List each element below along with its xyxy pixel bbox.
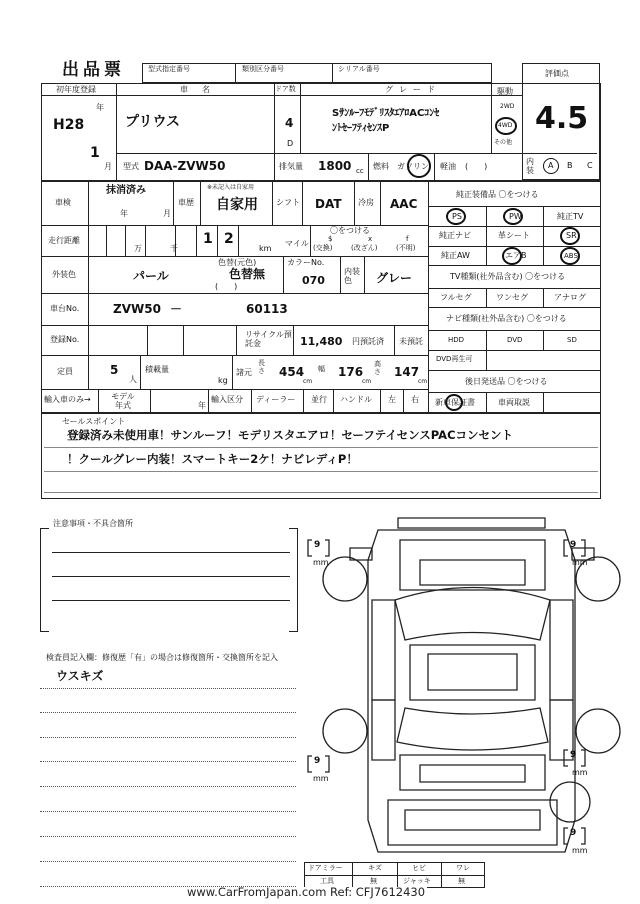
equip-aw: 純正AW [441, 251, 470, 260]
dims-label: 諸元 [236, 368, 252, 377]
equip-pw-circle [503, 208, 523, 225]
interior-grade-label: 内装 [526, 157, 534, 175]
legend-jack-value: 無 [458, 877, 465, 885]
grade-label: グレード [385, 85, 441, 94]
meter-x: x [368, 235, 373, 243]
meter-f-label: (不明) [396, 244, 416, 252]
equip-ps: PS [452, 212, 462, 221]
legend-door-mirror: ドアミラー [308, 864, 343, 872]
width-value: 176 [338, 365, 364, 379]
drive-2wd: 2WD [500, 103, 515, 110]
navi-dvd: DVD [507, 336, 523, 344]
drive-4wd: 4WD [498, 122, 513, 129]
drive-label: 駆動 [497, 87, 513, 96]
shaken-year-unit: 年 [120, 209, 128, 218]
tire-rl-depth: 9 [314, 756, 321, 766]
serial-label: シリアル番号 [338, 65, 380, 73]
mileage-sen-unit: 千 [170, 244, 178, 253]
drive-other: その他 [494, 139, 513, 146]
sales-points-line2: ！クールグレー内装！スマートキー2ケ！ナビレディP！ [67, 452, 358, 466]
first-reg-era: H28 [53, 117, 85, 133]
mileage-man-unit: 万 [134, 244, 142, 253]
score-label: 評価点 [545, 69, 569, 78]
length-value: 454 [279, 365, 305, 379]
doors-value: 4 [285, 116, 294, 130]
model-year-unit: 年 [198, 401, 206, 410]
navi-dvd-play: DVD再生可 [436, 355, 473, 363]
equip-navi: 純正ナビ [439, 231, 471, 240]
interior-color-label: 内装色 [344, 267, 360, 285]
car-name-label: 車名 [180, 85, 224, 94]
navi-sd: SD [567, 336, 577, 344]
grade-line1: SｻﾝﾙｰﾌﾓﾃﾞﾘｽﾀｴｱﾛACｺﾝｾ [332, 108, 440, 119]
later-header: 後日発送品 〇をつける [465, 377, 548, 386]
tire-spare-unit: mm [572, 846, 588, 855]
color-no-label: カラーNo. [287, 258, 325, 267]
drive-4wd-circle [495, 117, 517, 135]
tv-oneseg: ワンセグ [496, 293, 528, 302]
legend-jack: ジャッキ [403, 877, 431, 885]
import-class-label: 輸入区分 [211, 395, 243, 404]
navi-type-header: ナビ種類(社外品含む) 〇をつける [446, 314, 567, 323]
later-warranty-circle [445, 394, 463, 411]
equip-ps-circle [446, 208, 466, 225]
score-value: 4.5 [535, 101, 589, 136]
color-no-value: 070 [302, 274, 325, 287]
tire-fr-unit: mm [572, 558, 588, 567]
equip-airbag: エアB [505, 251, 527, 260]
tire-rl-unit: mm [313, 774, 329, 783]
first-reg-month: 1 [90, 145, 100, 161]
displacement-unit: cc [356, 167, 364, 175]
grade-line2: ﾝﾄｾｰﾌﾃｨｾﾝｽP [332, 123, 390, 134]
model-value: DAA-ZVW50 [144, 159, 226, 173]
handle-right: 右 [411, 395, 419, 404]
displacement-value: 1800 [318, 159, 352, 173]
load-label: 積載量 [145, 365, 169, 374]
caution-label: 注意事項・不具合箇所 [53, 519, 133, 528]
shift-label: シフト [276, 198, 300, 207]
interior-a: A [548, 161, 554, 170]
sheet-title: 出品票 [62, 60, 125, 80]
import-parallel: 並行 [311, 395, 327, 404]
tv-analog: アナログ [554, 293, 586, 302]
handle-label: ハンドル [340, 395, 372, 404]
color-value: パール [133, 269, 169, 283]
length-unit: cm [303, 378, 313, 385]
equip-airbag-circle [502, 247, 522, 265]
tire-spare-depth: 9 [570, 828, 577, 838]
tire-rr-depth: 9 [570, 750, 577, 760]
import-label: 輸入車のみ→ [44, 395, 91, 404]
tire-fl-unit: mm [313, 558, 329, 567]
equip-abs-circle [560, 247, 580, 265]
fuel-value: ガソリン [397, 162, 429, 171]
tire-fl-depth: 9 [314, 540, 321, 550]
chassis-prefix: ZVW50 [113, 302, 161, 316]
caution-bracket [40, 528, 298, 632]
sales-points-label: セールスポイント [62, 417, 126, 426]
first-reg-year-unit: 年 [96, 103, 104, 112]
mile-label: マイル [285, 239, 309, 248]
legend-tools-value: 無 [370, 877, 377, 885]
height-unit: cm [418, 378, 428, 385]
shaken-label: 車検 [55, 198, 71, 207]
meter-s: $ [328, 235, 333, 243]
meter-circle-note: 〇をつける [330, 226, 370, 235]
height-label: 高さ [374, 360, 381, 376]
reg-no-label: 登録No. [50, 335, 80, 344]
legend-break: ワレ [456, 864, 470, 872]
mileage-label: 走行距離 [48, 236, 80, 245]
legend-scratch: キズ [368, 864, 382, 872]
equip-abs: ABS [564, 252, 578, 260]
interior-color-value: グレー [376, 271, 413, 285]
genuine-header: 純正装備品 〇をつける [456, 190, 539, 199]
mileage-digit-2: 2 [224, 231, 234, 247]
diesel-label: 軽油 [440, 162, 456, 171]
diesel-paren: ( ) [465, 162, 488, 171]
capacity-value: 5 [110, 363, 119, 377]
sales-points-line1: 登録済み未使用車！サンルーフ！モデリスタエアロ！セーフテイセンスPACコンセント [67, 428, 514, 442]
header-id-row [142, 63, 492, 83]
mileage-km-unit: km [259, 244, 272, 253]
color-change-label: 色替(元色) [218, 258, 257, 267]
chassis-number: 60113 [246, 302, 288, 316]
shift-value: DAT [315, 197, 342, 211]
tv-fullseg: フルセグ [440, 293, 472, 302]
category-label: 類別区分番号 [242, 65, 284, 73]
navi-hdd: HDD [448, 336, 465, 344]
recycle-amount: 11,480 [300, 335, 343, 348]
recycle-unpaid: 未預託 [399, 337, 423, 346]
later-warranty: 新車保証書 [435, 398, 475, 407]
chassis-dash: － [170, 302, 183, 316]
width-unit: cm [362, 378, 372, 385]
tire-fr-depth: 9 [570, 540, 577, 550]
usage-value: 自家用 [216, 197, 258, 213]
legend-tools: 工具 [320, 877, 334, 885]
capacity-unit: 人 [129, 375, 137, 384]
interior-b: B [567, 161, 573, 170]
fuel-label: 燃料 [373, 162, 389, 171]
shaken-month-unit: 月 [163, 209, 171, 218]
handle-left: 左 [388, 395, 396, 404]
chassis-label: 車台No. [50, 304, 80, 313]
load-unit: kg [218, 376, 228, 385]
tv-type-header: TV種類(社外品含む) 〇をつける [450, 272, 566, 281]
displacement-label: 排気量 [279, 162, 303, 171]
equip-sr: SR [566, 231, 577, 240]
legend-crack: ヒビ [412, 864, 426, 872]
model-label: 型式 [123, 162, 139, 171]
fuel-circle [407, 154, 431, 178]
recycle-paid: 円預託済 [352, 337, 384, 346]
recycle-label: リサイクル預託金 [245, 330, 292, 348]
meter-s-label: (交換) [313, 244, 333, 252]
tire-rr-unit: mm [572, 768, 588, 777]
meter-x-label: (改ざん) [351, 244, 378, 252]
usage-label: 車歴 [178, 198, 194, 207]
inspector-note: ウスキズ [56, 669, 104, 683]
first-reg-month-unit: 月 [104, 162, 112, 171]
color-label: 外装色 [52, 270, 76, 279]
import-dealer: ディーラー [256, 395, 296, 404]
inspector-label: 検査員記入欄：修復歴「有」の場合は修復箇所・交換箇所を記入 [46, 653, 278, 662]
equip-tv: 純正TV [557, 212, 584, 221]
car-name: プリウス [125, 114, 181, 130]
color-change-paren: ( ) [215, 282, 238, 291]
length-label: 長さ [258, 359, 265, 375]
first-reg-label: 初年度登録 [56, 85, 96, 94]
model-cert-label: 型式指定番号 [148, 65, 190, 73]
ac-value: AAC [390, 197, 418, 211]
ac-label: 冷房 [358, 198, 374, 207]
shaken-value: 抹消済み [106, 185, 146, 196]
width-label: 幅 [318, 365, 325, 373]
mileage-digit-1: 1 [203, 231, 213, 247]
capacity-label: 定員 [57, 367, 73, 376]
doors-suffix: D [287, 139, 294, 148]
watermark: www.CarFromJapan.com Ref: CFJ7612430 [187, 885, 426, 899]
meter-f: f [406, 235, 409, 243]
height-value: 147 [394, 365, 420, 379]
doors-label: ドア数 [275, 85, 296, 93]
model-year-label: モデル年式 [111, 392, 135, 410]
interior-c: C [587, 161, 593, 170]
equip-leather: 革シート [498, 231, 530, 240]
equip-pw: PW [509, 212, 522, 221]
later-manual: 車両取説 [498, 398, 530, 407]
equip-sr-circle [560, 227, 580, 245]
usage-note: ※未記入は自家用 [207, 184, 255, 191]
color-change-value: 色替無 [229, 267, 266, 281]
